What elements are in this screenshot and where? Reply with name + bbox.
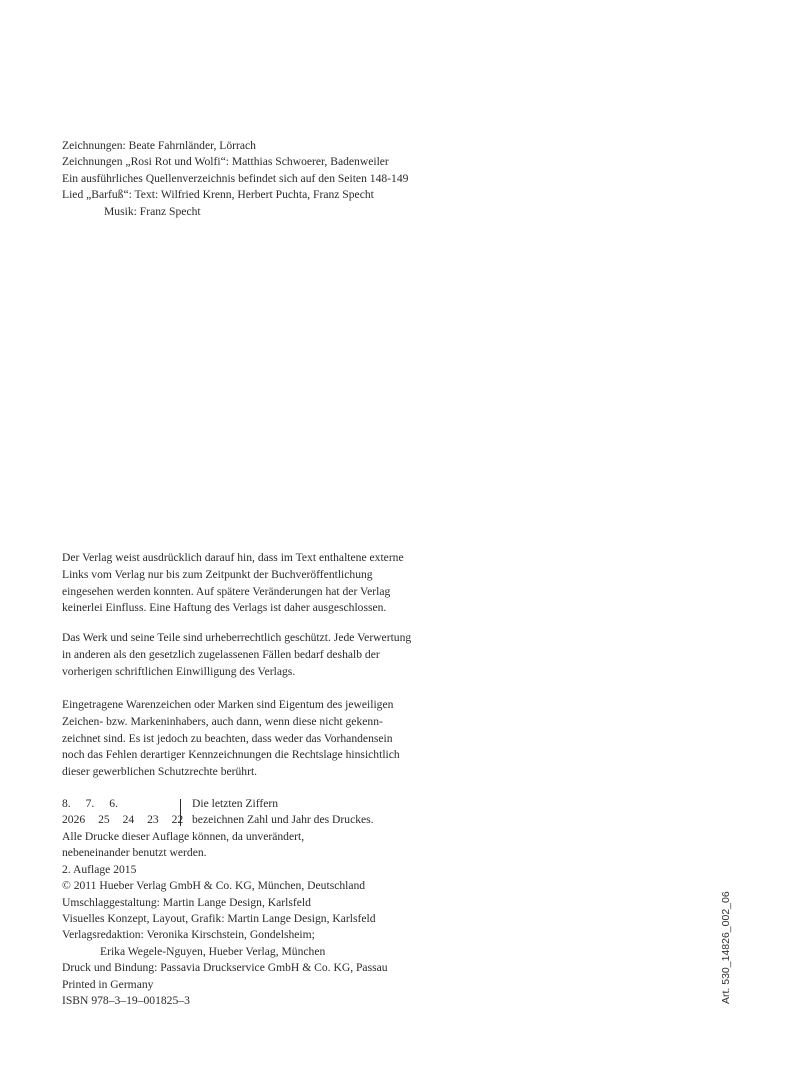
edition-note-line2: bezeichnen Zahl und Jahr des Druckes. [192, 813, 374, 827]
credit-line-music: Musik: Franz Specht [104, 204, 201, 218]
external-links-disclaimer [62, 550, 404, 617]
imprint-line: nebeneinander benutzt werden. [62, 846, 207, 860]
paragraph-line: vorherigen schriftlichen Einwilligung des Verlags. [62, 664, 296, 678]
year-number: 2026 [62, 813, 86, 827]
credit-line: Zeichnungen „Rosi Rot und Wolfi“: Matthias Schwoerer, Badenweiler [62, 155, 389, 169]
paragraph-line: noch das Fehlen derartiger Kennzeichnungen die Rechtslage hinsichtlich [62, 748, 400, 762]
imprint-line: Visuelles Konzept, Layout, Grafik: Martin Lange Design, Karlsfeld [62, 912, 376, 926]
edition-row-printings [62, 796, 279, 812]
paragraph-line: keinerlei Einfluss. Eine Haftung des Verlags ist daher ausgeschlossen. [62, 601, 387, 615]
imprint-line: Druck und Bindung: Passavia Druckservice GmbH & Co. KG, Passau [62, 961, 388, 975]
trademark-notice [62, 697, 400, 781]
credits-block [62, 138, 408, 220]
article-number: Art. 530_14826_002_06 [720, 891, 732, 1004]
imprint-line: 2. Auflage 2015 [62, 862, 137, 876]
paragraph-line: dieser gewerblichen Schutzrechte berührt. [62, 765, 258, 779]
paragraph-line: eingesehen werden konnten. Auf spätere Veränderungen hat der Verlag [62, 584, 391, 598]
credit-line: Ein ausführliches Quellenverzeichnis befindet sich auf den Seiten 148-149 [62, 171, 409, 185]
imprint-line: Verlagsredaktion: Veronika Kirschstein, Gondelsheim; [62, 928, 315, 942]
year-number: 23 [147, 813, 159, 827]
credit-line: Zeichnungen: Beate Fahrnländer, Lörrach [62, 139, 256, 152]
imprint-line: Alle Drucke dieser Auflage können, da unverändert, [62, 830, 305, 843]
paragraph-line: zeichnet sind. Es ist jedoch zu beachten, dass weder das Vorhandensein [62, 731, 393, 745]
edition-numbers [62, 796, 374, 829]
isbn: ISBN 978–3–19–001825–3 [62, 994, 190, 1008]
year-number: 24 [122, 813, 135, 827]
paragraph-line: Zeichen- bzw. Markeninhabers, auch dann, wenn diese nicht gekenn- [62, 714, 383, 728]
paragraph-line: Der Verlag weist ausdrücklich darauf hin, dass im Text enthaltene externe [62, 551, 404, 564]
imprint-line-editor: Erika Wegele-Nguyen, Hueber Verlag, München [100, 944, 326, 958]
printing-number: 6. [109, 797, 118, 810]
imprint-line: © 2011 Hueber Verlag GmbH & Co. KG, München, Deutschland [62, 879, 366, 893]
year-number: 22 [171, 813, 184, 827]
year-number: 25 [98, 813, 110, 827]
printing-numbers [62, 796, 182, 812]
imprint-line: Printed in Germany [62, 977, 154, 991]
paragraph-line: Das Werk und seine Teile sind urheberrechtlich geschützt. Jede Verwertung [62, 631, 412, 644]
imprint-block [62, 829, 388, 1009]
printing-number: 7. [85, 797, 95, 810]
paragraph-line: Eingetragene Warenzeichen oder Marken sind Eigentum des jeweiligen [62, 698, 394, 711]
copyright-notice [62, 630, 411, 680]
credit-line: Lied „Barfuß“: Text: Wilfried Krenn, Herbert Puchta, Franz Specht [62, 188, 374, 202]
paragraph-line: Links vom Verlag nur bis zum Zeitpunkt der Buchveröffentlichung [62, 567, 373, 581]
edition-note-line1: Die letzten Ziffern [192, 797, 279, 810]
edition-row-years [62, 812, 374, 828]
paragraph-line: in anderen als den gesetzlich zugelassenen Fällen bedarf deshalb der [62, 647, 380, 661]
imprint-line: Umschlaggestaltung: Martin Lange Design, Karlsfeld [62, 895, 311, 909]
year-numbers [62, 812, 182, 828]
printing-number: 8. [62, 797, 71, 810]
